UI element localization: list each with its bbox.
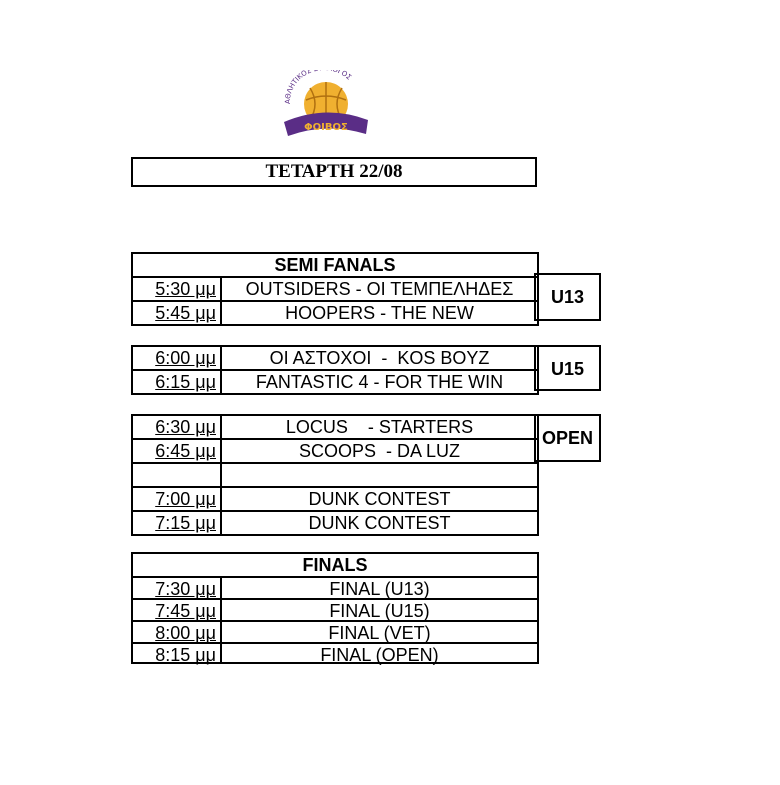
open-table	[131, 414, 539, 536]
table-row	[133, 278, 537, 302]
logo-top-text: ΑΘΛΗΤΙΚΟΣ ΓΟΣ	[283, 70, 353, 105]
table-row	[133, 302, 537, 326]
match-teams: ΟΙ ΑΣΤΟΧΟΙ - KOS BOYZ	[269, 348, 490, 368]
table-row	[133, 371, 537, 395]
date-header: ΤΕΤΑΡΤΗ 22/08	[131, 157, 537, 187]
match-time: 5:30 μμ	[155, 279, 216, 299]
match-teams: FINAL (U13)	[329, 579, 430, 599]
match-teams: FINAL (OPEN)	[320, 645, 439, 665]
match-teams: SCOOPS - DA LUZ	[298, 441, 461, 461]
match-teams: FINAL (U15)	[329, 601, 430, 621]
category-label-u15: U15	[534, 345, 601, 391]
match-time: 6:45 μμ	[155, 441, 216, 461]
table-row	[133, 644, 537, 664]
match-teams: FINAL (VET)	[328, 623, 431, 643]
category-label-u13: U13	[534, 273, 601, 321]
finals-table	[131, 552, 539, 664]
category-label-open: OPEN	[534, 414, 601, 462]
match-time: 8:00 μμ	[155, 623, 216, 643]
match-teams	[222, 464, 537, 486]
match-teams: LOCUS - STARTERS	[285, 417, 474, 437]
table-row	[133, 464, 537, 488]
match-teams: DUNK CONTEST	[308, 489, 451, 509]
table-row	[133, 578, 537, 600]
logo-name: ΦΟΙΒΟΣ	[304, 122, 348, 133]
match-time: 8:15 μμ	[155, 645, 216, 665]
match-time: 5:45 μμ	[155, 303, 216, 323]
semi-finals-table	[131, 252, 539, 326]
match-teams: OUTSIDERS - ΟΙ ΤΕΜΠΕΛΗΔΕΣ	[245, 279, 514, 299]
table-row	[133, 622, 537, 644]
table-row	[133, 512, 537, 536]
match-time: 7:15 μμ	[155, 513, 216, 533]
match-time: 6:00 μμ	[155, 348, 216, 368]
club-logo	[280, 70, 372, 140]
match-teams: FANTASTIC 4 - FOR THE WIN	[255, 372, 504, 392]
match-teams: DUNK CONTEST	[308, 513, 451, 533]
match-time: 6:30 μμ	[155, 417, 216, 437]
table-row	[133, 488, 537, 512]
table-row	[133, 440, 537, 464]
semi-finals-title: SEMI FANALS	[133, 254, 537, 278]
match-teams: HOOPERS - THE NEW	[285, 303, 474, 323]
table-row	[133, 416, 537, 440]
match-time: 6:15 μμ	[155, 372, 216, 392]
table-row	[133, 347, 537, 371]
match-time: 7:30 μμ	[155, 579, 216, 599]
u15-table	[131, 345, 539, 395]
match-time: 7:00 μμ	[155, 489, 216, 509]
table-row	[133, 600, 537, 622]
finals-title: FINALS	[133, 554, 537, 578]
match-time: 7:45 μμ	[155, 601, 216, 621]
